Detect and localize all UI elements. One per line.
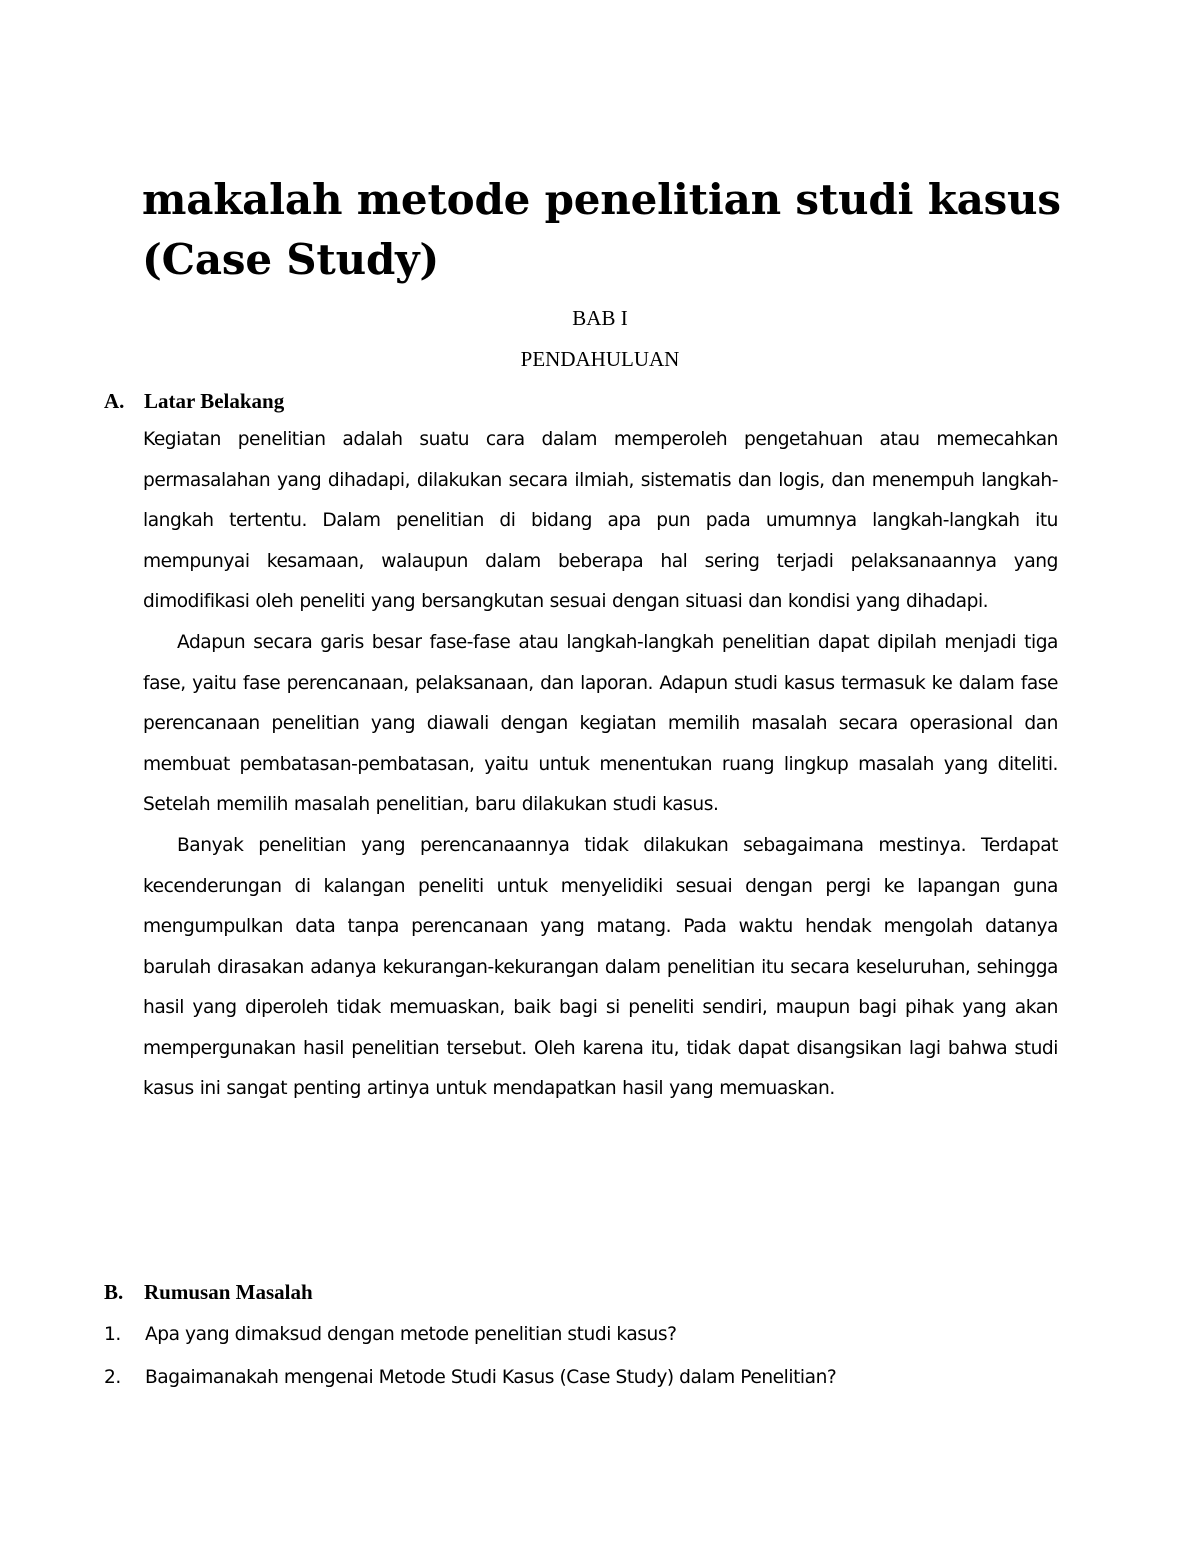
list-item-number: 1. bbox=[104, 1324, 121, 1345]
section-a-heading bbox=[104, 389, 284, 414]
section-b-letter: B. bbox=[104, 1280, 124, 1304]
section-a-letter: A. bbox=[104, 389, 125, 413]
paragraph-3: Banyak penelitian yang perencanaannya tidak dilakukan sebagaimana mestinya. Terdapat kecenderungan di kalangan peneliti untuk menyelidiki sesuai dengan pergi ke lapangan guna mengumpulkan data tanpa perencanaan yang matang. Pada waktu hendak mengolah datanya barulah dirasakan adanya kekurangan-kekurangan dalam penelitian itu secara keseluruhan, sehingga hasil yang diperoleh tidak memuaskan, baik bagi si peneliti sendiri, maupun bagi pihak yang akan mempergunakan hasil penelitian tersebut. Oleh karena itu, tidak dapat disangsikan lagi bahwa studi kasus ini sangat penting artinya untuk mendapatkan hasil yang memuaskan. bbox=[143, 835, 1058, 1099]
paragraph-1: Kegiatan penelitian adalah suatu cara dalam memperoleh pengetahuan atau memecahkan permasalahan yang dihadapi, dilakukan secara ilmiah, sistematis dan logis, dan menempuh langkah-langkah tertentu. Dalam penelitian di bidang apa pun pada umumnya langkah-langkah itu mempunyai kesamaan, walaupun dalam beberapa hal sering terjadi pelaksanaannya yang dimodifikasi oleh peneliti yang bersangkutan sesuai dengan situasi dan kondisi yang dihadapi. bbox=[143, 429, 1058, 612]
section-b-title: Rumusan Masalah bbox=[144, 1280, 313, 1304]
chapter-number: BAB I bbox=[572, 306, 628, 330]
document-title: makalah metode penelitian studi kasus (Case Study) bbox=[142, 175, 1061, 284]
list-item-text: Apa yang dimaksud dengan metode penelitian studi kasus? bbox=[145, 1324, 677, 1345]
list-item bbox=[104, 1356, 1064, 1399]
list-item-text: Bagaimanakah mengenai Metode Studi Kasus (Case Study) dalam Penelitian? bbox=[145, 1367, 837, 1388]
section-a-title: Latar Belakang bbox=[144, 389, 285, 413]
paragraph-2: Adapun secara garis besar fase-fase atau langkah-langkah penelitian dapat dipilah menjadi tiga fase, yaitu fase perencanaan, pelaksanaan, dan laporan. Adapun studi kasus termasuk ke dalam fase perencanaan penelitian yang diawali dengan kegiatan memilih masalah secara operasional dan membuat pembatasan-pembatasan, yaitu untuk menentukan ruang lingkup masalah yang diteliti. Setelah memilih masalah penelitian, baru dilakukan studi kasus. bbox=[143, 632, 1058, 815]
list-item-number: 2. bbox=[104, 1367, 121, 1388]
list-item bbox=[104, 1313, 1064, 1356]
research-questions-list bbox=[104, 1313, 1064, 1399]
section-b-heading bbox=[104, 1280, 313, 1305]
chapter-title: PENDAHULUAN bbox=[520, 347, 680, 371]
